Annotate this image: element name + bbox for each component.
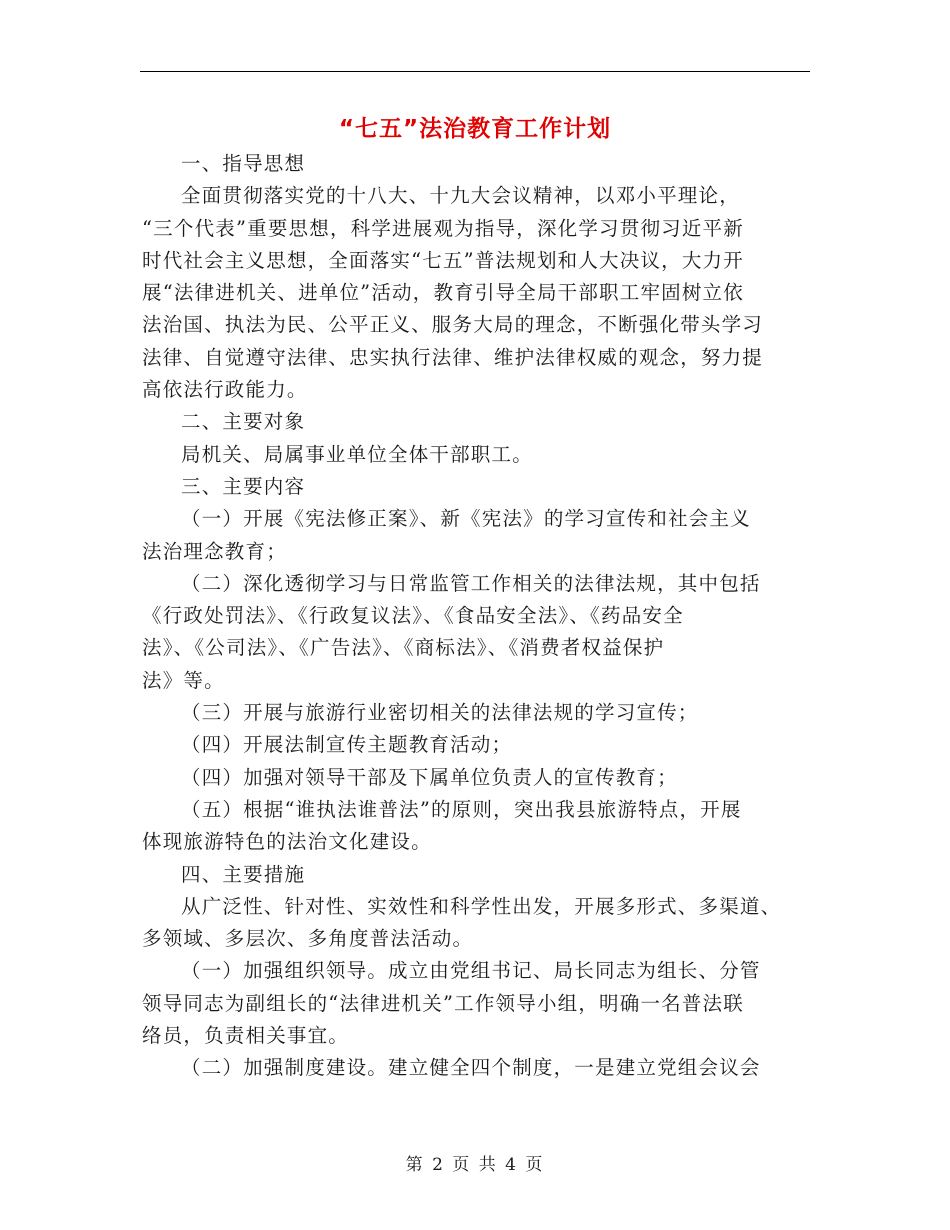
paragraph bbox=[142, 148, 810, 180]
paragraph-line: 多领域、多层次、多角度普法活动。 bbox=[142, 927, 474, 951]
paragraph-line: （一）开展《宪法修正案》、新《宪法》的学习宣传和社会主义 bbox=[181, 507, 751, 531]
paragraph-line: 法治理念教育； bbox=[142, 539, 287, 563]
paragraph bbox=[142, 794, 810, 859]
paragraph-line: （五）根据“谁执法谁普法”的原则，突出我县旅游特点，开展 bbox=[181, 797, 742, 821]
paragraph-line: 《行政处罚法》、《行政复议法》、《食品安全法》、《药品安全 bbox=[142, 604, 684, 628]
paragraph-line: （二）深化透彻学习与日常监管工作相关的法律法规，其中包括 bbox=[181, 571, 761, 595]
paragraph bbox=[142, 406, 810, 438]
paragraph bbox=[142, 859, 810, 891]
paragraph bbox=[142, 762, 810, 794]
paragraph-line: （四）加强对领导干部及下属单位负责人的宣传教育； bbox=[181, 765, 678, 789]
paragraph bbox=[142, 697, 810, 729]
paragraph bbox=[142, 729, 810, 761]
document-title: “七五”法治教育工作计划 bbox=[338, 116, 612, 142]
header-rule bbox=[140, 71, 810, 72]
paragraph-line: 领导同志为副组长的“法律进机关”工作领导小组，明确一名普法联 bbox=[142, 991, 744, 1015]
page-number-footer: 第 2 页 共 4 页 bbox=[405, 1155, 545, 1175]
paragraph-line: “三个代表”重要思想，科学进展观为指导，深化学习贯彻习近平新 bbox=[142, 216, 744, 240]
paragraph-line: 法律、自觉遵守法律、忠实执行法律、维护法律权威的观念，努力提 bbox=[142, 345, 764, 369]
paragraph-line: 高依法行政能力。 bbox=[142, 378, 308, 402]
paragraph bbox=[142, 503, 810, 568]
paragraph bbox=[142, 180, 810, 406]
paragraph bbox=[142, 1052, 810, 1084]
paragraph-line: （三）开展与旅游行业密切相关的法律法规的学习宣传； bbox=[181, 701, 699, 725]
paragraph-line: 展“法律进机关、进单位”活动，教育引导全局干部职工牢固树立依 bbox=[142, 281, 744, 305]
paragraph bbox=[142, 439, 810, 471]
paragraph-line: 从广泛性、针对性、实效性和科学性出发，开展多形式、多渠道、 bbox=[181, 894, 782, 918]
paragraph-line: 络员，负责相关事宜。 bbox=[142, 1024, 350, 1048]
paragraph-line: （四）开展法制宣传主题教育活动； bbox=[181, 733, 513, 757]
paragraph-line: 三、主要内容 bbox=[181, 474, 306, 498]
paragraph-line: （二）加强制度建设。建立健全四个制度，一是建立党组会议会 bbox=[181, 1056, 761, 1080]
paragraph bbox=[142, 568, 810, 697]
paragraph-line: （一）加强组织领导。成立由党组书记、局长同志为组长、分管 bbox=[181, 959, 761, 983]
paragraph-line: 体现旅游特色的法治文化建设。 bbox=[142, 830, 432, 854]
paragraph bbox=[142, 891, 810, 956]
paragraph-line: 法》、《公司法》、《广告法》、《商标法》、《消费者权益保护 bbox=[142, 636, 665, 660]
paragraph bbox=[142, 955, 810, 1052]
paragraph-line: 时代社会主义思想，全面落实“七五”普法规划和人大决议，大力开 bbox=[142, 248, 744, 272]
paragraph-line: 局机关、局属事业单位全体干部职工。 bbox=[181, 442, 533, 466]
paragraph-line: 一、指导思想 bbox=[181, 152, 306, 175]
paragraph-line: 法治国、执法为民、公平正义、服务大局的理念，不断强化带头学习 bbox=[142, 313, 764, 337]
paragraph-line: 全面贯彻落实党的十八大、十九大会议精神，以邓小平理论， bbox=[181, 184, 740, 208]
paragraph-line: 四、主要措施 bbox=[181, 862, 306, 886]
document-body bbox=[142, 148, 810, 1085]
paragraph bbox=[142, 471, 810, 503]
paragraph-line: 二、主要对象 bbox=[181, 410, 306, 434]
paragraph-line: 法》等。 bbox=[142, 668, 225, 692]
